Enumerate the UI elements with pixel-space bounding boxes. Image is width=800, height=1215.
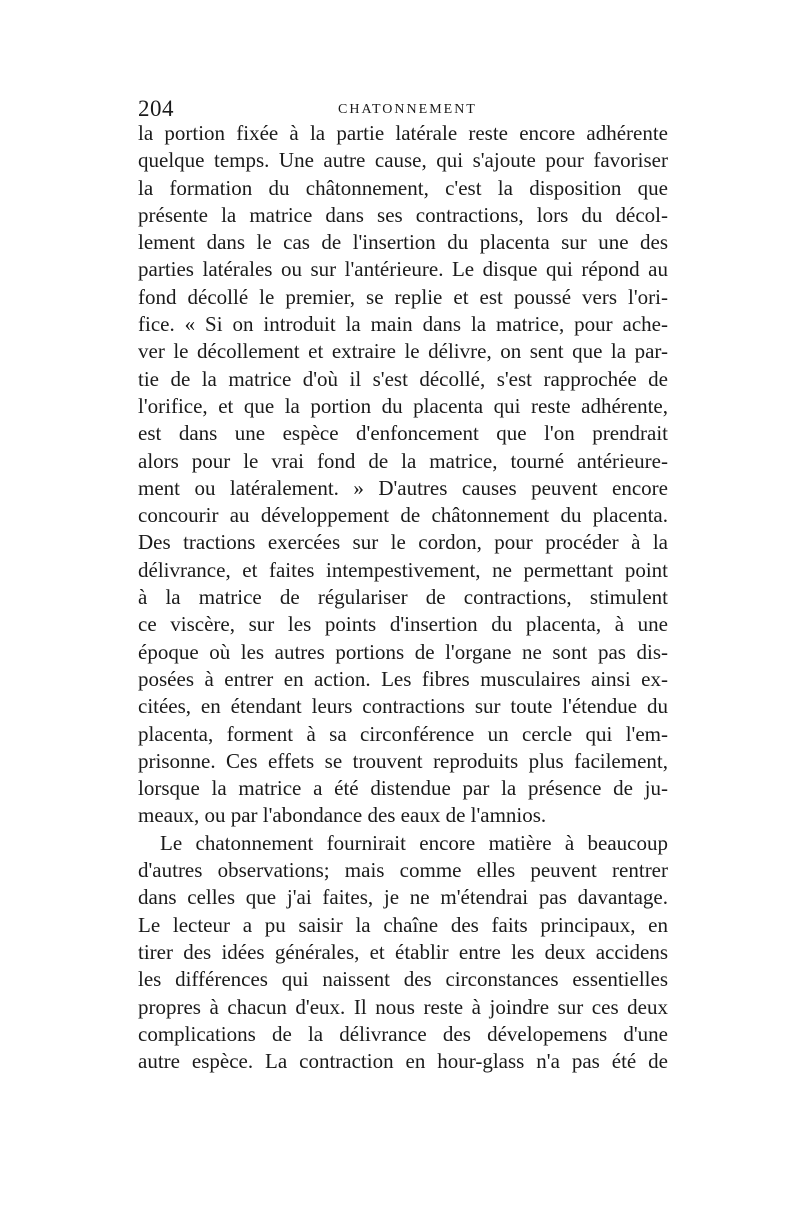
- body-text: [138, 120, 668, 1075]
- text-line: délivrance, et faites intempestivement, ne permettant point: [138, 557, 668, 582]
- text-line: à la matrice de régulariser de contractions, stimulent: [138, 585, 668, 610]
- text-line: Des tractions exercées sur le cordon, pour procéder à la: [138, 530, 668, 555]
- text-line: fond décollé le premier, se replie et est poussé vers l'ori-: [138, 284, 668, 309]
- text-line: les différences qui naissent des circonstances essentielles: [138, 967, 668, 992]
- text-line: ment ou latéralement. » D'autres causes peuvent encore: [138, 475, 668, 500]
- page-number: 204: [138, 96, 174, 121]
- text-line: lorsque la matrice a été distendue par la présence de ju-: [138, 776, 668, 801]
- text-line: prisonne. Ces effets se trouvent reproduits plus facilement,: [138, 748, 668, 773]
- text-line: complications de la délivrance des dévelopemens d'une: [138, 1021, 668, 1046]
- text-line: d'autres observations; mais comme elles peuvent rentrer: [138, 858, 668, 883]
- text-line: l'orifice, et que la portion du placenta qui reste adhérente,: [138, 393, 668, 418]
- text-line: autre espèce. La contraction en hour-glass n'a pas été de: [138, 1049, 668, 1074]
- running-head: CHATONNEMENT: [338, 102, 477, 117]
- text-line: tie de la matrice d'où il s'est décollé, s'est rapprochée de: [138, 366, 668, 391]
- paragraph-start-line: Le chatonnement fournirait encore matière à beaucoup: [160, 830, 668, 855]
- text-line: présente la matrice dans ses contractions, lors du décol-: [138, 202, 668, 227]
- text-line: placenta, forment à sa circonférence un cercle qui l'em-: [138, 721, 668, 746]
- text-line: quelque temps. Une autre cause, qui s'ajoute pour favoriser: [138, 148, 668, 173]
- text-line: ce viscère, sur les points d'insertion du placenta, à une: [138, 612, 668, 637]
- text-line: époque où les autres portions de l'organe ne sont pas dis-: [138, 639, 668, 664]
- text-line: posées à entrer en action. Les fibres musculaires ainsi ex-: [138, 666, 668, 691]
- text-line: est dans une espèce d'enfoncement que l'on prendrait: [138, 421, 668, 446]
- text-line: alors pour le vrai fond de la matrice, tourné antérieure-: [138, 448, 668, 473]
- text-line: Le lecteur a pu saisir la chaîne des faits principaux, en: [138, 912, 668, 937]
- text-line: parties latérales ou sur l'antérieure. Le disque qui répond au: [138, 257, 668, 282]
- text-line: concourir au développement de châtonnement du placenta.: [138, 503, 668, 528]
- text-line: lement dans le cas de l'insertion du placenta sur une des: [138, 230, 668, 255]
- paragraph-end-line: meaux, ou par l'abondance des eaux de l'amnios.: [138, 803, 547, 828]
- text-line: fice. « Si on introduit la main dans la matrice, pour ache-: [138, 312, 668, 337]
- text-line: citées, en étendant leurs contractions sur toute l'étendue du: [138, 694, 668, 719]
- text-line: la portion fixée à la partie latérale reste encore adhérente: [138, 121, 668, 145]
- text-line: tirer des idées générales, et établir entre les deux accidens: [138, 939, 668, 964]
- text-line: ver le décollement et extraire le délivre, on sent que la par-: [138, 339, 668, 364]
- text-line: dans celles que j'ai faites, je ne m'étendrai pas davantage.: [138, 885, 668, 910]
- text-line: la formation du châtonnement, c'est la disposition que: [138, 175, 668, 200]
- text-line: propres à chacun d'eux. Il nous reste à joindre sur ces deux: [138, 994, 668, 1019]
